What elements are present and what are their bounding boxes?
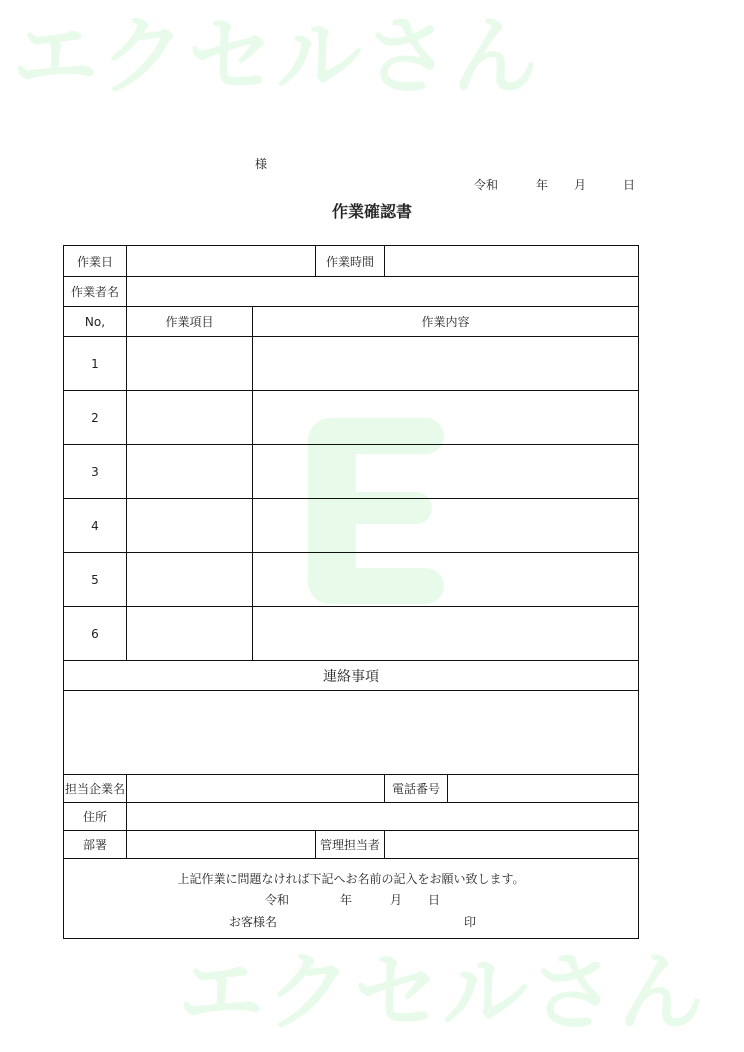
department-field[interactable] — [127, 831, 316, 859]
work-confirmation-form — [63, 245, 639, 939]
work-item-field[interactable] — [127, 445, 253, 499]
work-item-field[interactable] — [127, 391, 253, 445]
work-content-field[interactable] — [253, 553, 639, 607]
watermark-top: エクセルさん — [12, 7, 540, 107]
row-number: 4 — [64, 499, 127, 553]
row-number: 3 — [64, 445, 127, 499]
work-date-label: 作業日 — [64, 246, 127, 277]
work-item-field[interactable] — [127, 607, 253, 661]
worker-name-field[interactable] — [127, 277, 639, 307]
col-content-header: 作業内容 — [253, 307, 639, 337]
date-era: 令和 — [474, 178, 499, 192]
work-content-field[interactable] — [253, 391, 639, 445]
row-number: 1 — [64, 337, 127, 391]
col-item-header: 作業項目 — [127, 307, 253, 337]
document-title: 作業確認書 — [331, 202, 412, 221]
worker-name-label: 作業者名 — [64, 277, 127, 307]
work-item-field[interactable] — [127, 337, 253, 391]
row-number: 2 — [64, 391, 127, 445]
footer-day-label: 日 — [428, 892, 441, 907]
manager-label: 管理担当者 — [316, 831, 385, 859]
watermark-bottom: エクセルさん — [178, 943, 706, 1043]
department-label: 部署 — [64, 831, 127, 859]
footer-year-label: 年 — [340, 892, 353, 907]
seal-mark: 印 — [464, 914, 477, 929]
work-date-field[interactable] — [127, 246, 316, 277]
phone-label: 電話番号 — [385, 775, 448, 803]
manager-field[interactable] — [385, 831, 639, 859]
row-number: 6 — [64, 607, 127, 661]
row-number: 5 — [64, 553, 127, 607]
work-content-field[interactable] — [253, 499, 639, 553]
col-no-header: No, — [64, 307, 127, 337]
work-content-field[interactable] — [253, 607, 639, 661]
date-day-label: 日 — [623, 178, 636, 192]
work-content-field[interactable] — [253, 445, 639, 499]
address-label: 住所 — [64, 803, 127, 831]
company-label: 担当企業名 — [64, 775, 127, 803]
contact-header: 連絡事項 — [64, 661, 639, 691]
contact-notes-field[interactable] — [64, 691, 639, 775]
work-time-field[interactable] — [385, 246, 639, 277]
customer-signature-area — [64, 859, 639, 939]
date-year-label: 年 — [536, 178, 549, 192]
customer-name-label: お客様名 — [229, 914, 278, 929]
address-field[interactable] — [127, 803, 639, 831]
phone-field[interactable] — [448, 775, 639, 803]
footer-month-label: 月 — [390, 892, 403, 907]
date-month-label: 月 — [574, 178, 587, 192]
request-text: 上記作業に問題なければ下記へお名前の記入をお願い致します。 — [177, 871, 525, 886]
work-time-label: 作業時間 — [316, 246, 385, 277]
company-field[interactable] — [127, 775, 385, 803]
footer-era: 令和 — [265, 892, 290, 907]
work-content-field[interactable] — [253, 337, 639, 391]
honorific: 様 — [255, 157, 268, 171]
work-item-field[interactable] — [127, 553, 253, 607]
work-item-field[interactable] — [127, 499, 253, 553]
